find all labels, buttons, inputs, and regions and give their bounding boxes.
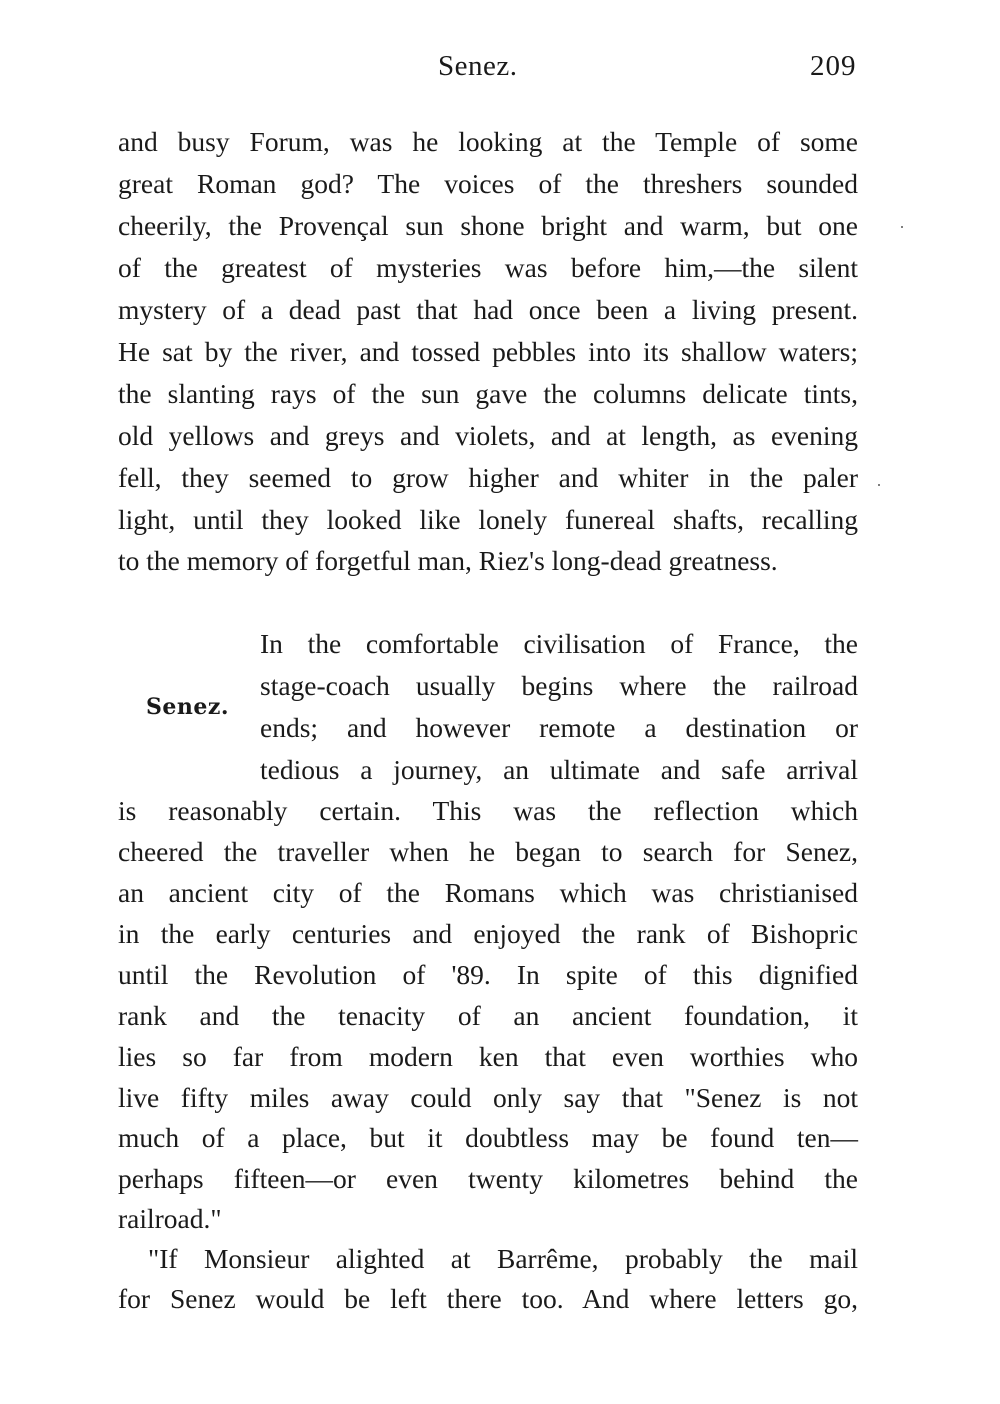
text-line: fell, they seemed to grow higher and whiter in the paler xyxy=(118,462,858,493)
text-line: He sat by the river, and tossed pebbles into its shallow waters; xyxy=(118,336,858,367)
running-title: Senez. xyxy=(438,50,518,82)
text-line: mystery of a dead past that had once been a living present. xyxy=(118,294,858,325)
text-line: cheered the traveller when he began to search for Senez, xyxy=(118,836,858,867)
text-line: ends; and however remote a destination or xyxy=(260,712,858,743)
text-line: In the comfortable civilisation of France, the xyxy=(260,628,858,659)
text-line: much of a place, but it doubtless may be found ten— xyxy=(118,1122,858,1153)
text-line: is reasonably certain. This was the reflection which xyxy=(118,795,858,826)
scan-speck xyxy=(878,484,880,486)
text-line: perhaps fifteen—or even twenty kilometres behind the xyxy=(118,1163,858,1194)
text-line: rank and the tenacity of an ancient foundation, it xyxy=(118,1000,858,1031)
page-number: 209 xyxy=(810,50,857,82)
text-line: "If Monsieur alighted at Barrême, probably the mail xyxy=(148,1243,858,1274)
text-line: lies so far from modern ken that even worthies who xyxy=(118,1041,858,1072)
text-line: in the early centuries and enjoyed the rank of Bishopric xyxy=(118,918,858,949)
text-line: of the greatest of mysteries was before him,—the silent xyxy=(118,252,858,283)
text-line: light, until they looked like lonely funereal shafts, recalling xyxy=(118,504,858,535)
text-line: stage-coach usually begins where the railroad xyxy=(260,670,858,701)
text-line: until the Revolution of '89. In spite of this dignified xyxy=(118,959,858,990)
text-line: and busy Forum, was he looking at the Temple of some xyxy=(118,126,858,157)
text-line: old yellows and greys and violets, and at length, as evening xyxy=(118,420,858,451)
margin-note: Senez. xyxy=(146,694,230,720)
text-line: an ancient city of the Romans which was christianised xyxy=(118,877,858,908)
text-line: the slanting rays of the sun gave the columns delicate tints, xyxy=(118,378,858,409)
text-line: for Senez would be left there too. And where letters go, xyxy=(118,1283,858,1314)
text-line: great Roman god? The voices of the threshers sounded xyxy=(118,168,858,199)
scan-speck xyxy=(901,226,903,228)
text-line: cheerily, the Provençal sun shone bright and warm, but one xyxy=(118,210,858,241)
text-line: tedious a journey, an ultimate and safe arrival xyxy=(260,754,858,785)
text-line: live fifty miles away could only say that "Senez is not xyxy=(118,1082,858,1113)
text-line: railroad." xyxy=(118,1203,222,1234)
text-line: to the memory of forgetful man, Riez's long-dead greatness. xyxy=(118,545,778,576)
